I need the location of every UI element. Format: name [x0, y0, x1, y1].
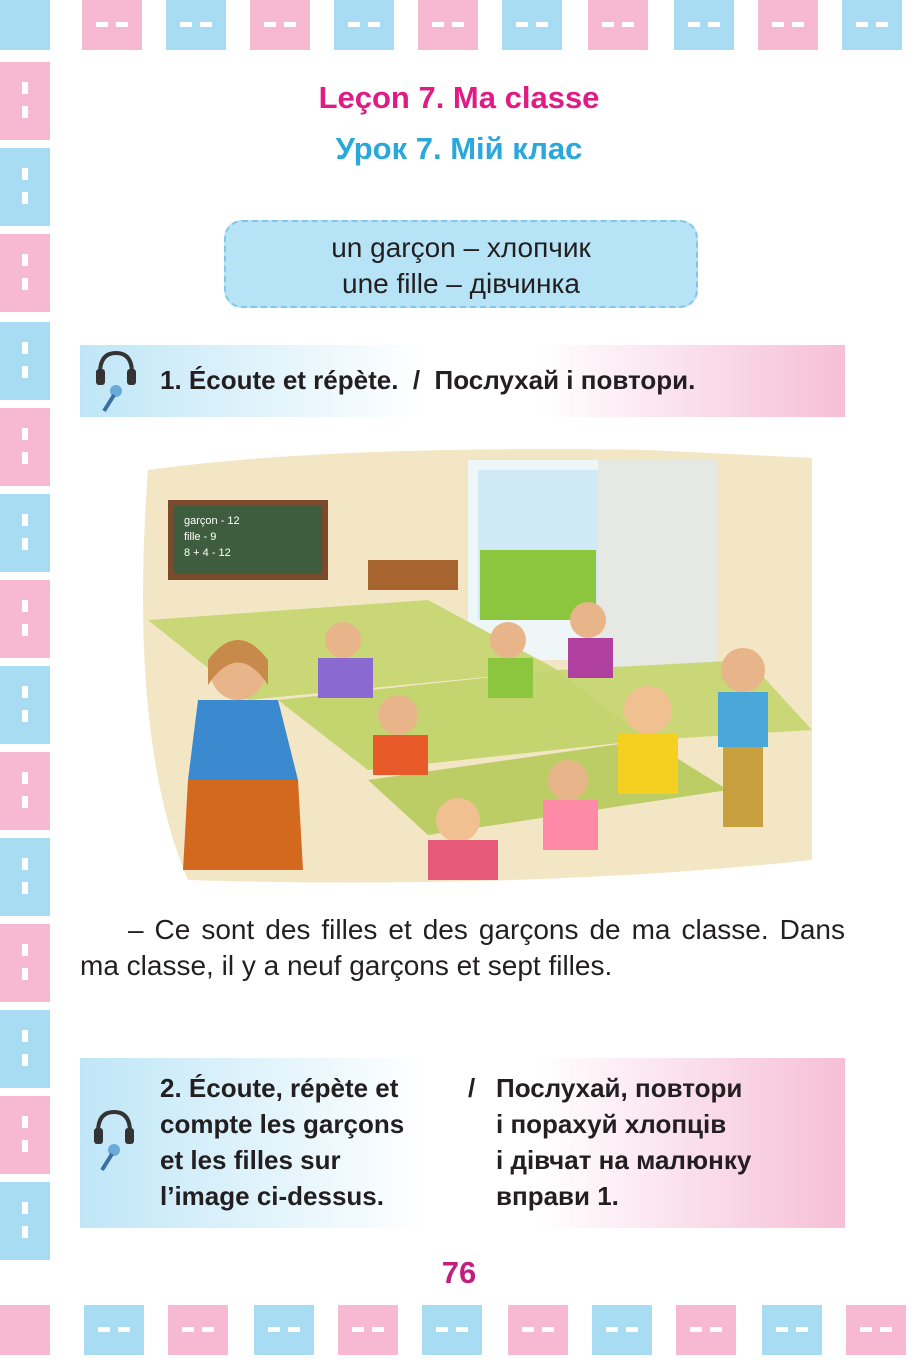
border-tile [0, 666, 50, 744]
border-tile [422, 1305, 482, 1355]
border-tile [0, 924, 50, 1002]
exercise-2-fr-line: 2. Écoute, répète et [160, 1073, 399, 1103]
exercise-2-french [160, 1070, 404, 1214]
story-text: – Ce sont des filles et des garçons de ma classe. Dans ma classe, il y a neuf garçons et sept filles. [80, 914, 845, 981]
board-text: 8 + 4 - 12 [184, 547, 231, 559]
lesson-title-french: Leçon 7. Ma classe [318, 80, 600, 115]
lesson-title-ukrainian: Урок 7. Мій клас [335, 131, 583, 166]
border-tile [0, 1096, 50, 1174]
border-tile [0, 322, 50, 400]
border-tile [762, 1305, 822, 1355]
border-tile [674, 0, 734, 50]
exercise-2-fr-line: l’image ci-dessus. [160, 1181, 384, 1211]
border-tile [846, 1305, 906, 1355]
border-tile [842, 0, 902, 50]
vocab-line: une fille – дівчинка [342, 268, 580, 299]
border-tile [0, 838, 50, 916]
top-border-decoration [0, 0, 918, 50]
exercise-2-ua-line: Послухай, повтори [496, 1073, 743, 1103]
border-tile [168, 1305, 228, 1355]
exercise-2-ua-line: і дівчат на малюнку [496, 1145, 752, 1175]
border-tile [758, 0, 818, 50]
headphones-microphone-icon[interactable] [94, 347, 138, 417]
bottom-border-decoration [0, 1305, 918, 1360]
border-tile [0, 580, 50, 658]
border-tile [0, 1010, 50, 1088]
left-border-decoration [0, 60, 52, 1305]
vocab-line: un garçon – хлопчик [331, 232, 591, 263]
border-tile [0, 408, 50, 486]
exercise-2-ua-line: і порахуй хлопців [496, 1109, 727, 1139]
exercise-2-separator: / [468, 1073, 476, 1103]
exercise-2-ukrainian [496, 1070, 751, 1214]
classroom-illustration [128, 440, 812, 890]
page-number: 76 [441, 1255, 477, 1290]
border-tile [676, 1305, 736, 1355]
border-tile [592, 1305, 652, 1355]
border-tile [82, 0, 142, 50]
border-tile [0, 1182, 50, 1260]
border-tile [338, 1305, 398, 1355]
border-tile [588, 0, 648, 50]
border-tile [418, 0, 478, 50]
border-tile [0, 0, 50, 50]
border-tile [166, 0, 226, 50]
story-paragraph [80, 912, 845, 984]
exercise-1-bar [80, 345, 845, 417]
exercise-1-instruction: 1. Écoute et répète. / Послухай і повтори. [160, 365, 696, 395]
border-tile [0, 494, 50, 572]
border-tile [0, 1305, 50, 1355]
board-text: fille - 9 [184, 531, 217, 543]
border-tile [0, 752, 50, 830]
headphones-microphone-icon[interactable] [92, 1106, 136, 1176]
exercise-2-ua-line: вправи 1. [496, 1181, 619, 1211]
exercise-2-fr-line: et les filles sur [160, 1145, 341, 1175]
exercise-2-bar [80, 1058, 845, 1228]
board-text: garçon - 12 [184, 515, 240, 527]
border-tile [502, 0, 562, 50]
border-tile [508, 1305, 568, 1355]
border-tile [254, 1305, 314, 1355]
border-tile [334, 0, 394, 50]
border-tile [250, 0, 310, 50]
exercise-2-fr-line: compte les garçons [160, 1109, 405, 1139]
border-tile [84, 1305, 144, 1355]
border-tile [0, 234, 50, 312]
vocabulary-box [224, 220, 698, 308]
